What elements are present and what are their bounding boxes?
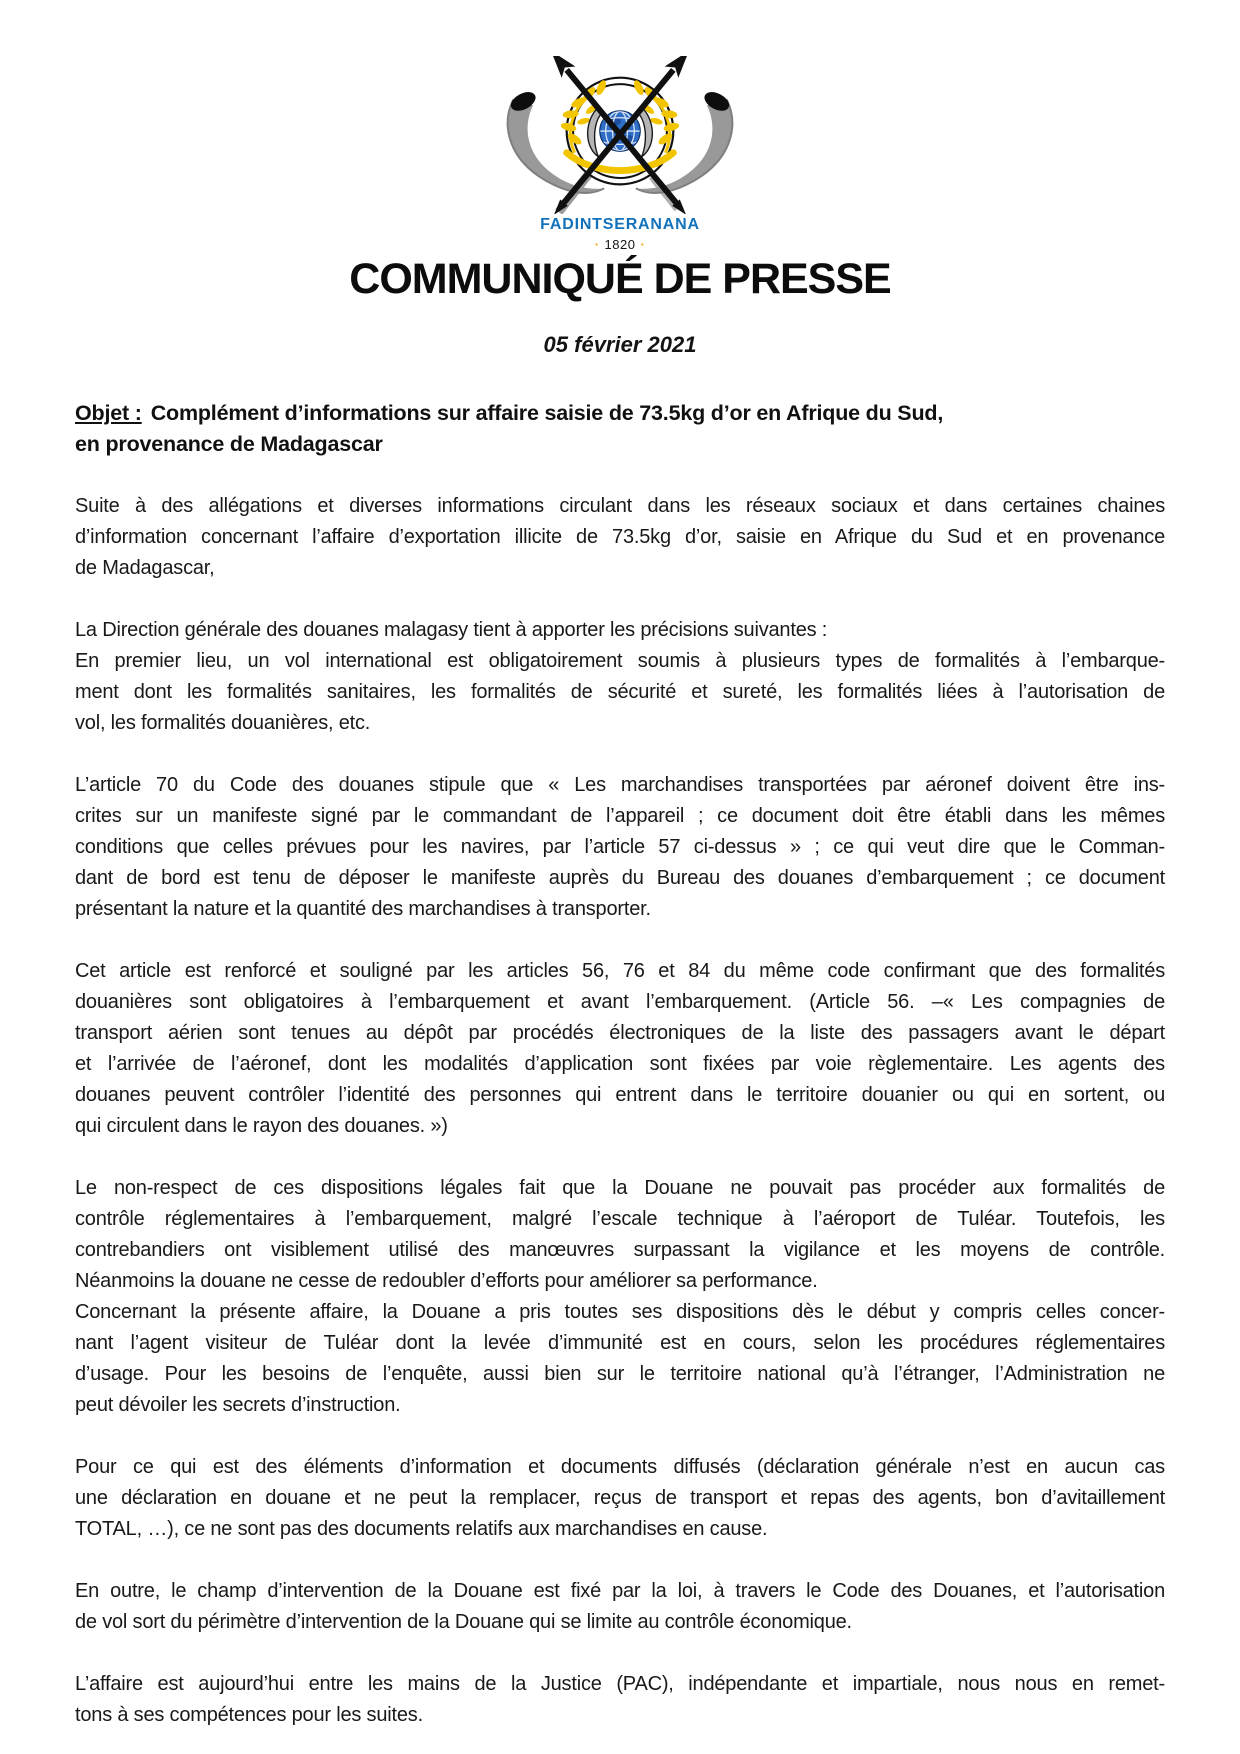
body-line: qui circulent dans le rayon des douanes. ») (75, 1115, 448, 1137)
year-dot-right: · (640, 237, 646, 252)
body-line: douanières sont obligatoires à l’embarquement et avant l’embarquement. (Article 56. –« Les compagnies de (75, 991, 1165, 1013)
paragraph (75, 956, 1165, 1142)
paragraph (75, 1452, 1165, 1545)
body-line: TOTAL, …), ce ne sont pas des documents relatifs aux marchandises en cause. (75, 1518, 768, 1540)
body-line: contrôle réglementaires à l’embarquement, malgré l’escale technique à l’aéroport de Tuléar. Toutefois, les (75, 1208, 1165, 1230)
body-line: et l’arrivée de l’aéronef, dont les modalités d’application sont fixées par voie règlementaire. Les agents des (75, 1053, 1165, 1075)
body-line: tons à ses compétences pour les suites. (75, 1704, 423, 1726)
body-line: Concernant la présente affaire, la Douane a pris toutes ses dispositions dès le début y compris celles concer- (75, 1301, 1165, 1323)
body-line: ment dont les formalités sanitaires, les formalités de sécurité et sureté, les formalités liées à l’autorisation de (75, 681, 1165, 703)
paragraph (75, 1669, 1165, 1731)
body-line: Néanmoins la douane ne cesse de redoubler d’efforts pour améliorer sa performance. (75, 1270, 818, 1292)
paragraph (75, 770, 1165, 925)
body-line: Cet article est renforcé et souligné par les articles 56, 76 et 84 du même code confirmant que des formalités (75, 960, 1165, 982)
logo-block (75, 56, 1165, 252)
body-line: dant de bord est tenu de déposer le manifeste auprès du Bureau des douanes d’embarquement ; ce document (75, 867, 1165, 889)
body-line: transport aérien sont tenues au dépôt par procédés électroniques de la liste des passagers avant le départ (75, 1022, 1165, 1044)
year-dot-left: · (594, 237, 600, 252)
body-line: L’affaire est aujourd’hui entre les mains de la Justice (PAC), indépendante et impartiale, nous nous en remet- (75, 1673, 1165, 1695)
subject-label: Objet : (75, 401, 142, 425)
body-line: nant l’agent visiteur de Tuléar dont la levée d’immunité est en cours, selon les procédures réglementaires (75, 1332, 1165, 1354)
body-line: de vol sort du périmètre d’intervention de la Douane qui se limite au contrôle économique. (75, 1611, 852, 1633)
body-line: Suite à des allégations et diverses informations circulant dans les réseaux sociaux et dans certaines chaines (75, 495, 1165, 517)
body-line: En premier lieu, un vol international est obligatoirement soumis à plusieurs types de formalités à l’embarque- (75, 650, 1165, 672)
body-line: L’article 70 du Code des douanes stipule que « Les marchandises transportées par aéronef doivent être ins- (75, 774, 1165, 796)
press-release-date: 05 février 2021 (543, 332, 697, 357)
body-line: Le non-respect de ces dispositions légales fait que la Douane ne pouvait pas procéder aux formalités de (75, 1177, 1165, 1199)
page-title: COMMUNIQUÉ DE PRESSE (349, 255, 891, 303)
logo-year-line (75, 237, 1165, 252)
body-line: d’information concernant l’affaire d’exportation illicite de 73.5kg d’or, saisie en Afrique du Sud et en provenance (75, 526, 1165, 548)
body-line: conditions que celles prévues pour les navires, par l’article 57 ci-dessus » ; ce qui veut dire que le Comman- (75, 836, 1165, 858)
subject-block (75, 398, 1165, 460)
body-line: Pour ce qui est des éléments d’information et documents diffusés (déclaration générale n’est en aucun cas (75, 1456, 1165, 1478)
paragraph (75, 491, 1165, 584)
logo-org-name: FADINTSERANANA (540, 216, 700, 233)
paragraph (75, 615, 1165, 739)
paragraph (75, 1576, 1165, 1638)
body-line: présentant la nature et la quantité des marchandises à transporter. (75, 898, 651, 920)
body-text (75, 491, 1165, 1731)
body-line: crites sur un manifeste signé par le commandant de l’appareil ; ce document doit être établi dans les mêmes (75, 805, 1165, 827)
body-line: vol, les formalités douanières, etc. (75, 712, 371, 734)
subject-text-1: Complément d’informations sur affaire saisie de 73.5kg d’or en Afrique du Sud, (150, 401, 944, 425)
body-line: une déclaration en douane et ne peut la remplacer, reçus de transport et repas des agents, bon d’avitaillement (75, 1487, 1165, 1509)
customs-emblem-logo (489, 56, 751, 214)
body-line: En outre, le champ d’intervention de la Douane est fixé par la loi, à travers le Code des Douanes, et l’autorisation (75, 1580, 1165, 1602)
subject-line-1 (75, 398, 1165, 429)
body-line: peut dévoiler les secrets d’instruction. (75, 1394, 401, 1416)
body-line: douanes peuvent contrôler l’identité des personnes qui entrent dans le territoire douanier ou qui en sortent, ou (75, 1084, 1165, 1106)
body-line: de Madagascar, (75, 557, 215, 579)
body-line: La Direction générale des douanes malagasy tient à apporter les précisions suivantes : (75, 619, 828, 641)
logo-year: 1820 (604, 237, 636, 252)
body-line: d’usage. Pour les besoins de l’enquête, aussi bien sur le territoire national qu’à l’étranger, l’Administration ne (75, 1363, 1165, 1385)
paragraph (75, 1173, 1165, 1421)
subject-line-2: en provenance de Madagascar (75, 432, 383, 456)
body-line: contrebandiers ont visiblement utilisé des manœuvres surpassant la vigilance et les moyens de contrôle. (75, 1239, 1165, 1261)
